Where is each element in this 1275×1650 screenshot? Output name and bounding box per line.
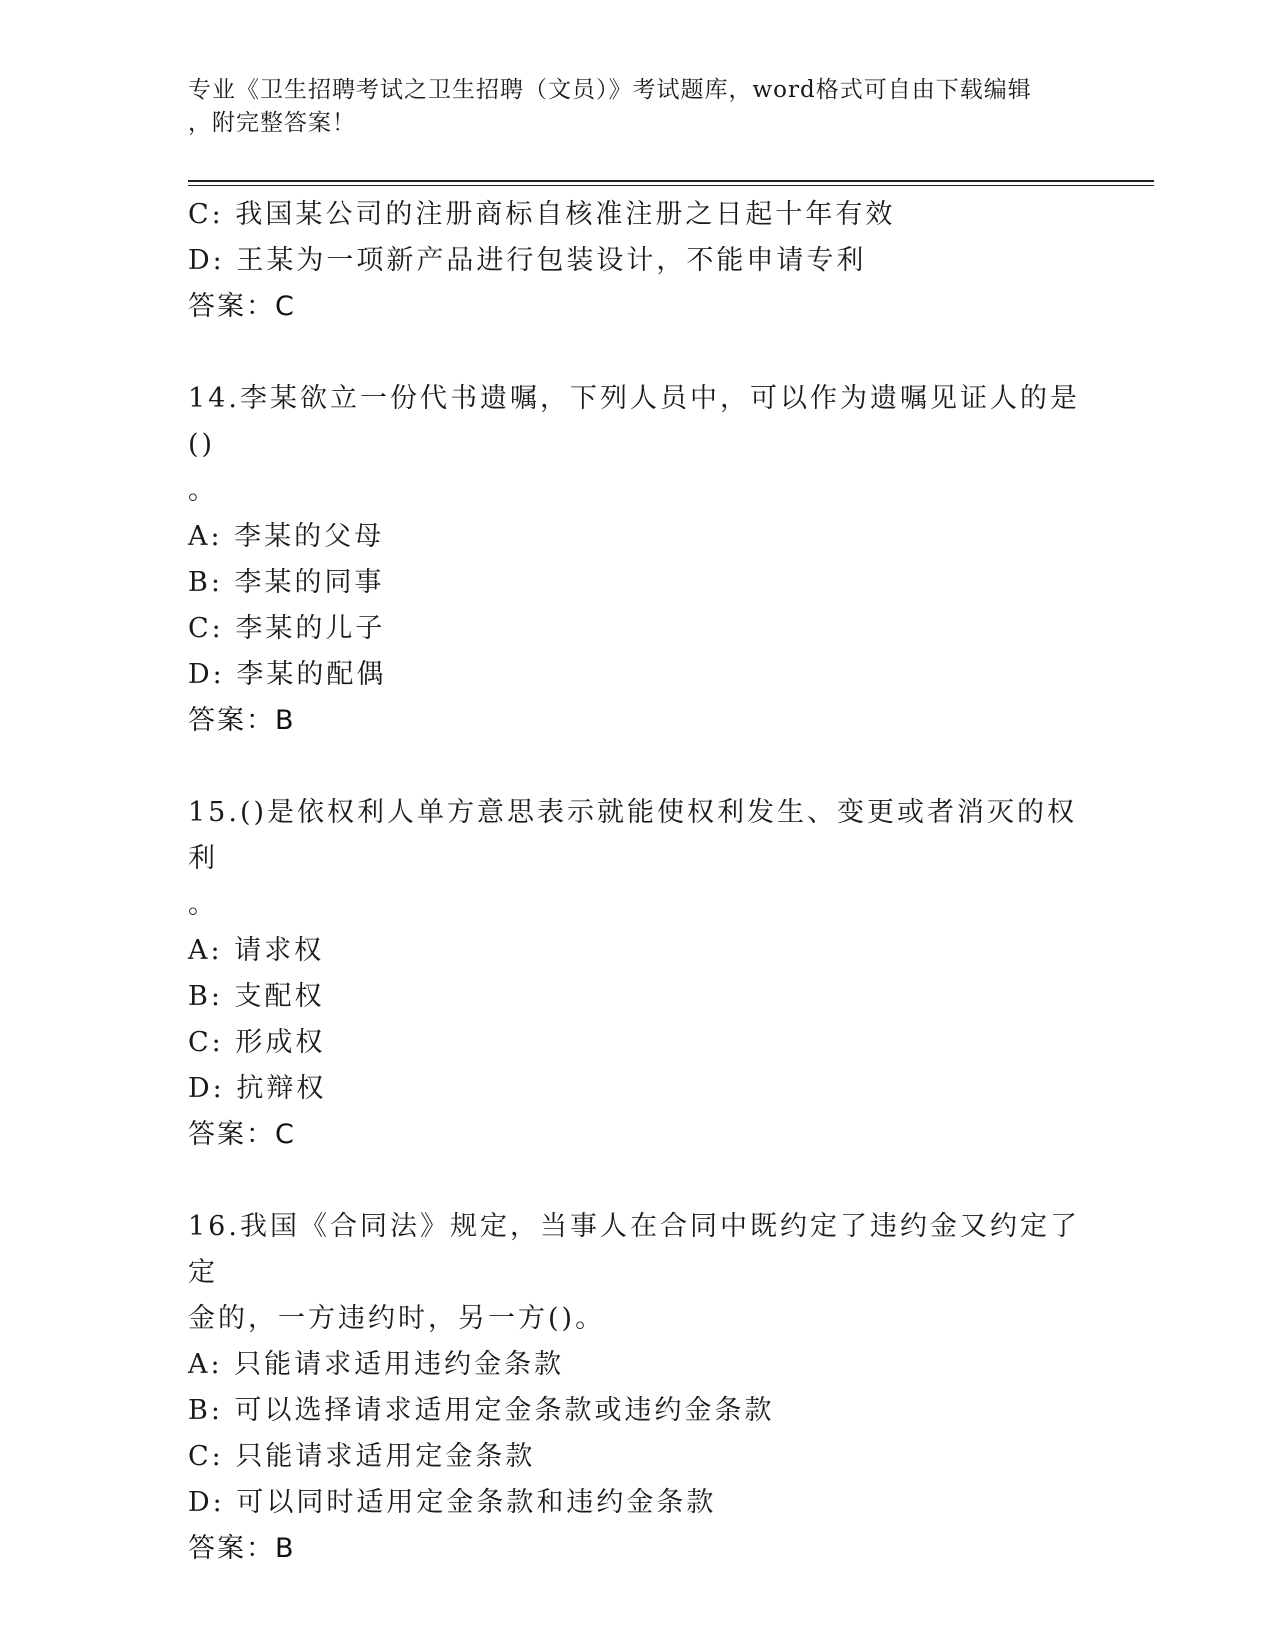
option-c: C: 我国某公司的注册商标自核准注册之日起十年有效 bbox=[188, 199, 896, 230]
question-16 bbox=[188, 1204, 1088, 1572]
question-stem-continuation: 。 bbox=[188, 475, 218, 506]
header-line-2: ，附完整答案！ bbox=[188, 110, 356, 136]
option-b: B: 支配权 bbox=[188, 981, 325, 1012]
option-d: D: 抗辩权 bbox=[188, 1073, 327, 1104]
question-14 bbox=[188, 376, 1088, 744]
option-c: C: 只能请求适用定金条款 bbox=[188, 1441, 536, 1472]
option-b: B: 李某的同事 bbox=[188, 567, 385, 598]
option-d: D: 李某的配偶 bbox=[188, 659, 387, 690]
question-stem: 16.我国《合同法》规定，当事人在合同中既约定了违约金又约定了定 bbox=[188, 1211, 1080, 1288]
answer-line: 答案：C bbox=[188, 291, 296, 322]
question-stem-continuation: 金的，一方违约时，另一方()。 bbox=[188, 1303, 606, 1334]
question-stem: 15.()是依权利人单方意思表示就能使权利发生、变更或者消灭的权利 bbox=[188, 797, 1078, 874]
option-a: A: 只能请求适用违约金条款 bbox=[188, 1349, 565, 1380]
header-line-1: 专业《卫生招聘考试之卫生招聘（文员）》考试题库，word格式可自由下载编辑 bbox=[188, 77, 1032, 103]
spacer bbox=[188, 1158, 1088, 1204]
answer-line: 答案：B bbox=[188, 705, 296, 736]
option-a: A: 李某的父母 bbox=[188, 521, 385, 552]
option-a: A: 请求权 bbox=[188, 935, 325, 966]
answer-line: 答案：C bbox=[188, 1119, 296, 1150]
option-b: B: 可以选择请求适用定金条款或违约金条款 bbox=[188, 1395, 775, 1426]
option-c: C: 形成权 bbox=[188, 1027, 326, 1058]
spacer bbox=[188, 330, 1088, 376]
option-d: D: 王某为一项新产品进行包装设计，不能申请专利 bbox=[188, 245, 867, 276]
header-divider-thin bbox=[188, 185, 1154, 186]
question-13-continuation bbox=[188, 192, 1088, 330]
option-d: D: 可以同时适用定金条款和违约金条款 bbox=[188, 1487, 717, 1518]
answer-line: 答案：B bbox=[188, 1533, 296, 1564]
spacer bbox=[188, 744, 1088, 790]
question-stem: 14.李某欲立一份代书遗嘱，下列人员中，可以作为遗嘱见证人的是() bbox=[188, 383, 1080, 460]
header-divider-thick bbox=[188, 180, 1154, 182]
question-stem-continuation: 。 bbox=[188, 889, 218, 920]
option-c: C: 李某的儿子 bbox=[188, 613, 386, 644]
document-body bbox=[188, 192, 1088, 1572]
document-header bbox=[188, 74, 1068, 140]
question-15 bbox=[188, 790, 1088, 1158]
